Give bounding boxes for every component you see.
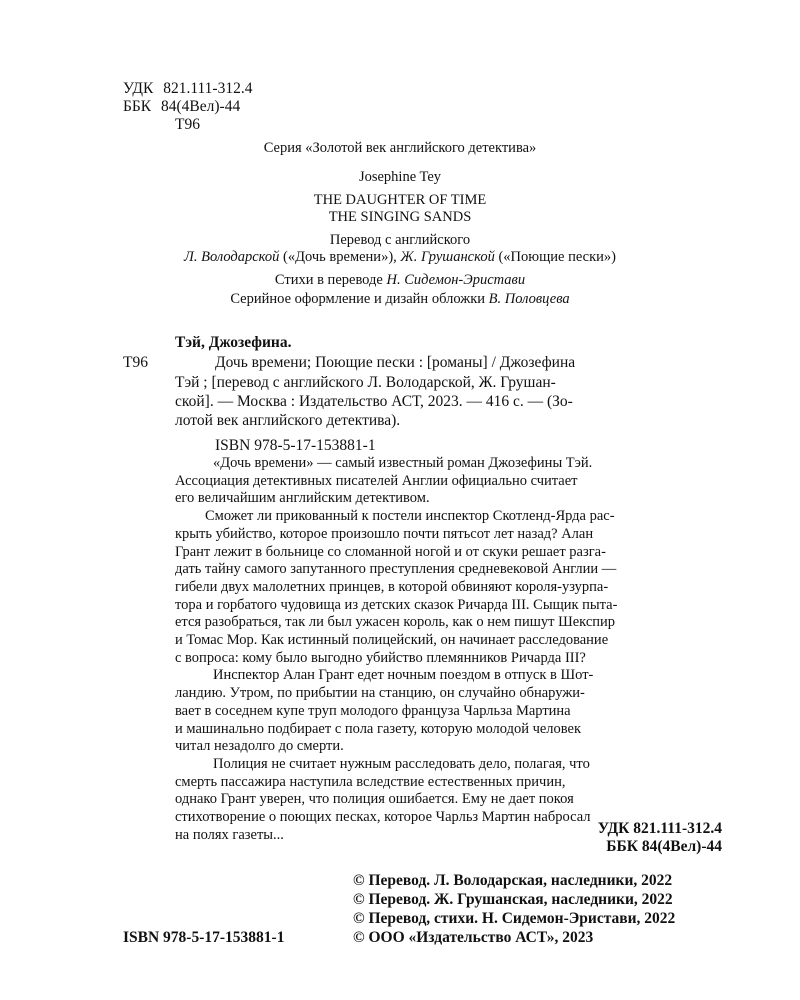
annotation-line: крыть убийство, которое произошло почти пятьсот лет назад? Алан [175, 525, 594, 542]
udc-line [123, 80, 252, 98]
copyright-line: © ООО «Издательство АСТ», 2023 [353, 929, 594, 946]
catalog-line: Тэй ; [перевод с английского Л. Володарской, Ж. Грушан- [175, 374, 556, 391]
annotation-line: Ассоциация детективных писателей Англии официально считает [175, 472, 578, 489]
catalog-isbn: ISBN 978-5-17-153881-1 [215, 437, 376, 454]
poems-credit [0, 272, 800, 289]
original-title-1: THE DAUGHTER OF TIME [313, 192, 487, 208]
bottom-bbk: ББК 84(4Вел)-44 [606, 838, 722, 855]
annotation-line: с вопроса: кому было выгодно убийство племянников Ричарда III? [175, 649, 586, 666]
annotation-line: читал незадолго до смерти. [175, 738, 344, 755]
original-title-2: THE SINGING SANDS [328, 209, 472, 225]
copyright-line: © Перевод, стихи. Н. Сидемон-Эристави, 2022 [353, 910, 676, 927]
annotation-line: Грант лежит в больнице со сломанной ногой и от скуки решает разга- [175, 543, 606, 560]
catalog-author-heading: Тэй, Джозефина. [175, 334, 292, 351]
design-label: Серийное оформление и дизайн обложки [230, 291, 489, 307]
udc-label: УДК [123, 80, 154, 97]
poems-translator: Н. Сидемон-Эристави [386, 272, 526, 288]
annotation-line: вает в соседнем купе труп молодого француза Чарльза Мартина [175, 702, 571, 719]
annotation-line: ландию. Утром, по прибытии на станцию, он случайно обнаружи- [175, 685, 585, 702]
translator-2: Ж. Грушанской [400, 249, 495, 265]
catalog-line: Дочь времени; Поющие пески : [романы] / Джозефина [215, 354, 576, 371]
poems-label: Стихи в переводе [274, 272, 387, 288]
original-author: Josephine Tey [358, 169, 442, 185]
annotation-line: Полиция не считает нужным расследовать дело, полагая, что [213, 755, 590, 772]
bottom-udc: УДК 821.111-312.4 [597, 820, 722, 837]
copyright-line: © Перевод. Ж. Грушанская, наследники, 2022 [353, 891, 673, 908]
annotation-line: «Дочь времени» — самый известный роман Джозефины Тэй. [213, 455, 593, 471]
catalog-line: лотой век английского детектива). [175, 412, 401, 429]
translation-credits [0, 249, 800, 266]
bbk-line [123, 98, 240, 116]
catalog-sign: Т96 [123, 354, 148, 371]
annotation-line: и Томас Мор. Как истинный полицейский, он начинает расследование [175, 632, 609, 649]
annotation-line: гибели двух малолетних принцев, в которой обвиняют короля-узурпа- [175, 578, 609, 595]
series-line: Серия «Золотой век английского детектива» [263, 140, 537, 156]
translation-title-1: («Дочь времени»), [279, 249, 401, 265]
udc-value: 821.111-312.4 [163, 80, 253, 97]
translation-label: Перевод с английского [329, 232, 471, 248]
designer: В. Половцева [488, 291, 570, 307]
annotation-line: Инспектор Алан Грант едет ночным поездом в отпуск в Шот- [213, 667, 594, 684]
translator-1: Л. Володарской [184, 249, 280, 265]
bbk-value: 84(4Вел)-44 [161, 98, 241, 115]
bottom-isbn: ISBN 978-5-17-153881-1 [123, 929, 285, 946]
annotation-line: смерть пассажира наступила вследствие естественных причин, [175, 773, 566, 790]
annotation-line: однако Грант уверен, что полиция ошибается. Ему не дает покоя [175, 791, 574, 808]
annotation [175, 455, 617, 844]
annotation-line: его величайшим английским детективом. [175, 490, 430, 507]
translation-title-2: («Поющие пески») [494, 249, 616, 265]
annotation-line: дать тайну самого запутанного преступления средневековой Англии — [175, 561, 617, 578]
annotation-line: стихотворение о поющих песках, которое Чарльз Мартин набросал [175, 809, 591, 826]
copyright-line: © Перевод. Л. Володарская, наследники, 2022 [353, 872, 673, 889]
annotation-line: Сможет ли прикованный к постели инспектор Скотленд-Ярда рас- [205, 508, 615, 525]
annotation-line: тора и горбатого чудовища из детских сказок Ричарда III. Сыщик пыта- [175, 596, 618, 613]
catalog-line: ской]. — Москва : Издательство АСТ, 2023. — 416 с. — (Зо- [175, 393, 573, 410]
annotation-line: ется разобраться, так ли был ужасен король, как о нем пишут Шекспир [175, 614, 616, 631]
bbk-label: ББК [123, 98, 152, 115]
annotation-line: и машинально подбирает с пола газету, которую молодой человек [175, 720, 582, 737]
author-sign: Т96 [175, 116, 200, 133]
design-credit [0, 291, 800, 308]
annotation-line: на полях газеты... [175, 826, 284, 843]
